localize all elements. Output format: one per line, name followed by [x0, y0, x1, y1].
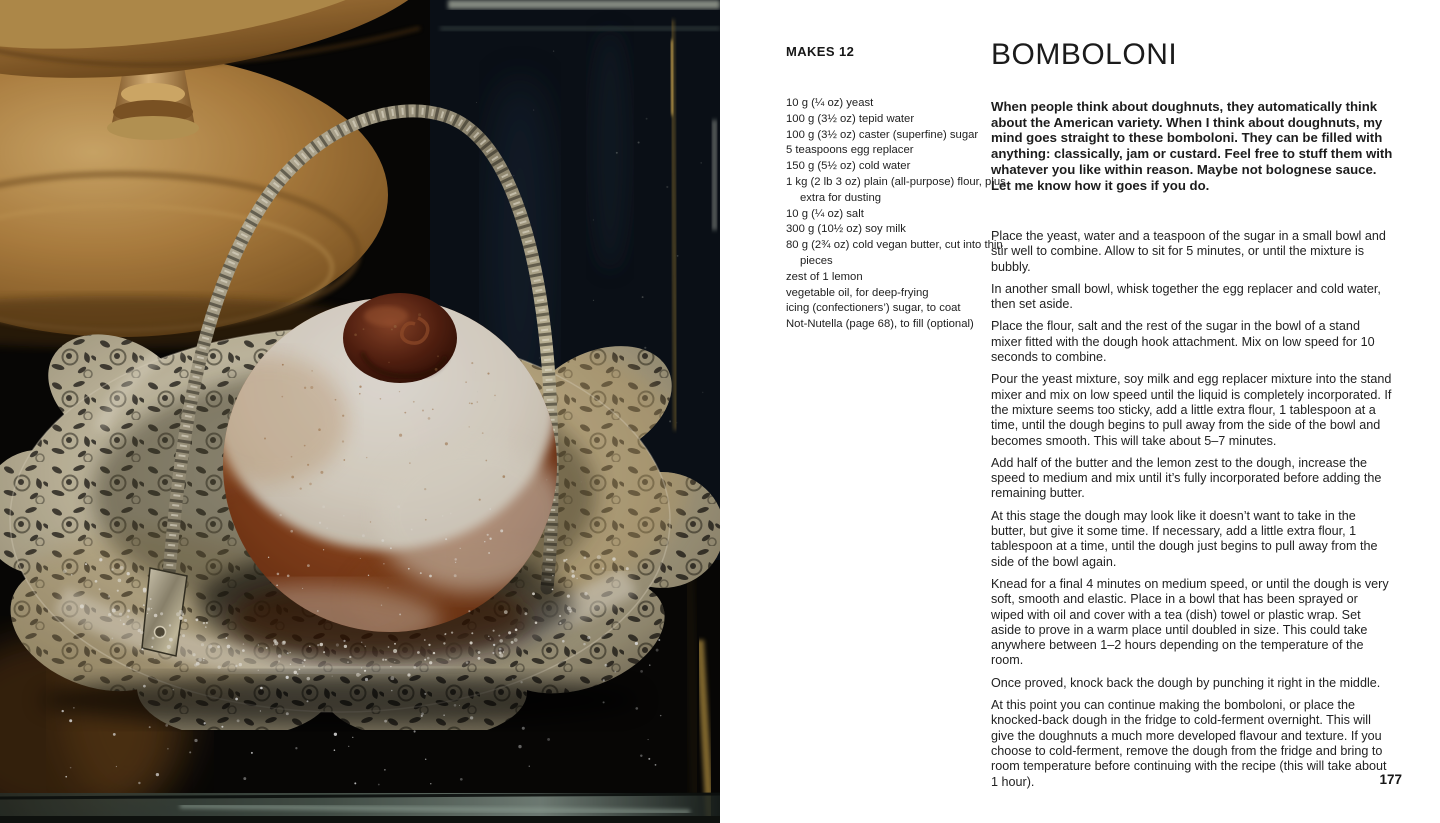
ingredient-item: 80 g (2¾ oz) cold vegan butter, cut into thin pieces: [786, 239, 1003, 267]
ingredient-item: vegetable oil, for deep-frying: [786, 286, 929, 299]
ingredient-item: 10 g (¼ oz) salt: [786, 207, 864, 220]
ingredient-item: 150 g (5½ oz) cold water: [786, 160, 911, 173]
ingredient-item: 5 teaspoons egg replacer: [786, 144, 914, 157]
method-paragraph: Place the flour, salt and the rest of the sugar in the bowl of a stand mixer fitted with the dough hook attachment. Mix on low speed for 10 seconds to combine.: [991, 319, 1375, 365]
ingredient-item: zest of 1 lemon: [786, 270, 863, 283]
ingredient-item: 1 kg (2 lb 3 oz) plain (all-purpose) flour, plus extra for dusting: [786, 175, 1006, 204]
method-paragraph: At this stage the dough may look like it doesn’t want to take in the butter, but give it some time. If necessary, add a little extra flour, 1 tablespoon at a time, until the dough just begins to pull away from the side of the bowl again.: [991, 508, 1378, 569]
ingredient-item: 300 g (10½ oz) soy milk: [786, 223, 906, 236]
ingredient-item: 100 g (3½ oz) tepid water: [786, 112, 915, 125]
method-paragraph: At this point you can continue making the bomboloni, or place the knocked-back dough in the fridge to cold-ferment overnight. This will give the doughnuts a much more developed flavour and texture. If you choose to cold-ferment, remove the dough from the fridge and bring to room temperature before continuing with the recipe (this will take about 1 hour).: [991, 698, 1387, 789]
ingredients-list: [786, 96, 1018, 333]
makes-label: MAKES 12: [786, 44, 855, 59]
method-paragraph: Once proved, knock back the dough by punching it right in the middle.: [991, 675, 1381, 690]
recipe-title: BOMBOLONI: [991, 38, 1178, 71]
ingredient-item: icing (confectioners’) sugar, to coat: [786, 302, 961, 315]
method-paragraph: In another small bowl, whisk together the egg replacer and cold water, then set aside.: [991, 281, 1381, 312]
method-paragraph: Place the yeast, water and a teaspoon of the sugar in a small bowl and stir well to combine. Allow to sit for 5 minutes, or until the mixture is bubbly.: [991, 229, 1386, 274]
method-steps: [991, 229, 1393, 797]
method-paragraph: Pour the yeast mixture, soy milk and egg replacer mixture into the stand mixer and mix on low speed until the liquid is completely incorporated. If the mixture seems too sticky, add a little extra flour, 1 tablespoon at a time, until the dough begins to pull away from the side of the bowl and becomes smooth. This will take about 5–7 minutes.: [991, 372, 1392, 448]
method-paragraph: Knead for a final 4 minutes on medium speed, or until the dough is very soft, smooth and elastic. Place in a bowl that has been sprayed or wiped with oil and cover with a tea (dish) towel or plastic wrap. Set aside to prove in a warm place until doubled in size. This could take anywhere between 1–2 hours depending on the temperature of the room.: [991, 576, 1389, 668]
recipe-intro: When people think about doughnuts, they automatically think about the American variety. When I think about doughnuts, my mind goes straight to these bomboloni. They can be filled with anything: classically, jam or custard. Feel free to stuff them with whatever you like within reason. Maybe not bolognese sauce. Let me know how it goes if you do.: [991, 99, 1393, 193]
method-paragraph: Add half of the butter and the lemon zest to the dough, increase the speed to medium and mix until it’s fully incorporated before adding the remaining butter.: [991, 455, 1382, 501]
ingredient-item: 10 g (¼ oz) yeast: [786, 97, 874, 109]
ingredient-item: 100 g (3½ oz) caster (superfine) sugar: [786, 128, 979, 141]
page-number: 177: [1379, 772, 1402, 787]
recipe-page: [720, 0, 1440, 823]
ingredient-item: Not-Nutella (page 68), to fill (optional): [786, 318, 974, 331]
